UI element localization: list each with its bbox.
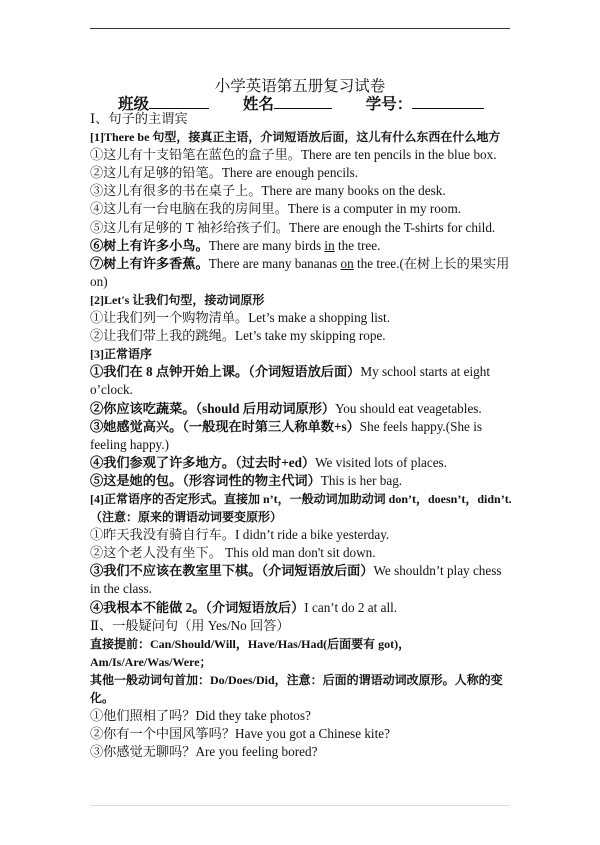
item-english: There are many birds xyxy=(208,237,325,253)
list-item xyxy=(90,418,514,454)
number-label: 学号： xyxy=(365,96,413,113)
list-item: ③这儿有很多的书在桌子上。There are many books on the desk. xyxy=(90,183,446,199)
item-chinese: ③她感觉高兴。 xyxy=(90,418,183,434)
item-note: （should 后用动词原形） xyxy=(195,400,336,416)
name-blank[interactable] xyxy=(274,94,332,109)
list-item xyxy=(90,363,514,399)
item-chinese: ⑤这是她的包。 xyxy=(90,472,183,488)
page-title: 小学英语第五册复习试卷 xyxy=(214,78,386,95)
item-note: （介词短语放后面） xyxy=(261,563,374,579)
rule-text: 直接提前：Can/Should/Will，Have/Has/Had(后面要有 got)，Am/Is/Are/Was/Were； xyxy=(90,636,411,669)
item-note: （介词短语放后面） xyxy=(248,364,361,380)
list-item: ②这儿有足够的铅笔。There are enough pencils. xyxy=(90,165,359,181)
list-item xyxy=(90,472,514,490)
bottom-divider xyxy=(90,805,510,806)
item-english: My school starts at eight o’clock. xyxy=(90,364,491,398)
list-item xyxy=(90,562,514,598)
item-english: I can’t do 2 at all. xyxy=(304,599,398,615)
item-english: She feels happy.(She is feeling happy.) xyxy=(90,418,482,452)
item-english-end: the tree.(在树上长的果实用 on) xyxy=(90,255,510,289)
item-english: We shouldn’t play chess in the class. xyxy=(90,563,502,597)
part-1-heading: [1]There be 句型，接真正主语，介词短语放后面，这儿有什么东西在什么地方 xyxy=(90,130,501,145)
list-item: ⑤这儿有足够的 T 袖衫给孩子们。There are enough the T-shirts for child. xyxy=(90,219,496,235)
part-2-heading: [2]Let's 让我们句型，接动词原形 xyxy=(90,292,265,307)
item-note: （介词短语放后） xyxy=(205,599,305,615)
section-1-heading: Ⅰ、句子的主谓宾 xyxy=(90,111,188,126)
part-3-heading: [3]正常语序 xyxy=(90,347,152,362)
list-item xyxy=(90,255,514,291)
item-english-end: the tree. xyxy=(334,237,381,253)
number-blank[interactable] xyxy=(412,94,484,109)
item-preposition: on xyxy=(340,255,354,271)
list-item: ①他们照相了吗？Did they take photos? xyxy=(90,708,311,724)
item-note: （一般现在时第三人称单数+s） xyxy=(182,418,360,434)
item-english: There are many bananas xyxy=(208,255,341,271)
item-chinese: ②你应该吃蔬菜。 xyxy=(90,400,196,416)
list-item: ①这儿有十支铅笔在蓝色的盒子里。There are ten pencils in the blue box. xyxy=(90,147,497,163)
list-item xyxy=(90,400,514,418)
item-note: （过去时+ed） xyxy=(235,454,316,470)
list-item xyxy=(90,237,514,255)
item-chinese: ⑥树上有许多小鸟。 xyxy=(90,237,209,253)
item-chinese: ⑦树上有许多香蕉。 xyxy=(90,255,209,271)
name-label: 姓名 xyxy=(242,96,274,113)
list-item xyxy=(90,454,514,472)
list-item xyxy=(90,599,514,617)
list-item: ④这儿有一台电脑在我的房间里。There is a computer in my room. xyxy=(90,201,462,217)
list-item: ①昨天我没有骑自行车。I didn’t ride a bike yesterday. xyxy=(90,527,390,543)
list-item: ①让我们列一个购物清单。Let’s make a shopping list. xyxy=(90,310,390,326)
item-chinese: ④我根本不能做 2。 xyxy=(90,599,206,615)
list-item: ②这个老人没有坐下。 This old man don't sit down. xyxy=(90,545,376,561)
item-chinese: ①我们在 8 点钟开始上课。 xyxy=(90,364,249,380)
class-label: 班级 xyxy=(118,96,150,113)
list-item: ③你感觉无聊吗？Are you feeling bored? xyxy=(90,744,318,760)
top-divider xyxy=(90,28,510,29)
list-item: ②让我们带上我的跳绳。Let’s take my skipping rope. xyxy=(90,328,386,344)
worksheet-body xyxy=(90,110,514,761)
item-chinese: ③我们不应该在教室里下棋。 xyxy=(90,563,262,579)
part-4-heading: [4]正常语序的否定形式。直接加 n’t，一般动词加助动词 don’t，doesn’t，didn’t.（注意：原来的谓语动词要变原形） xyxy=(90,491,512,525)
item-english: You should eat veagetables. xyxy=(335,400,482,416)
item-chinese: ④我们参观了许多地方。 xyxy=(90,454,236,470)
item-english: We visited lots of places. xyxy=(315,454,447,470)
rule-text: 其他一般动词句首加：Do/Does/Did，注意：后面的谓语动词改原形。人称的变化。 xyxy=(90,672,503,705)
item-english: This is her bag. xyxy=(320,472,403,488)
item-note: （形容词性的物主代词） xyxy=(182,472,321,488)
class-blank[interactable] xyxy=(149,94,209,109)
item-preposition: in xyxy=(324,237,335,253)
section-2-heading: Ⅱ、一般疑问句（用 Yes/No 回答） xyxy=(90,617,290,633)
list-item: ②你有一个中国风筝吗？Have you got a Chinese kite? xyxy=(90,726,390,742)
